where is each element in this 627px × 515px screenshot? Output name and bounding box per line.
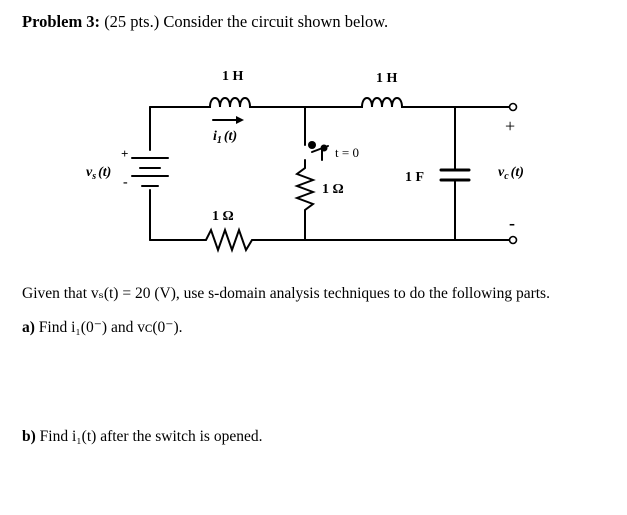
part-b-text: Find i₁(t) after the switch is opened. — [39, 428, 263, 445]
switch-contact-dot — [321, 145, 328, 152]
part-b — [22, 428, 262, 446]
resistor-switch-zigzag — [297, 160, 313, 240]
output-plus: + — [505, 116, 516, 136]
resistor-switch-label: 1 Ω — [322, 182, 344, 197]
part-a-text: Find i₁(0⁻) and vᴄ(0⁻). — [38, 319, 183, 336]
inductor-2-label: 1 H — [376, 71, 398, 86]
source-plus: + — [121, 146, 129, 161]
part-a — [22, 318, 182, 337]
source-label: $v_s$ (t) — [86, 165, 112, 182]
switch-label: t = 0 — [335, 145, 359, 160]
capacitor-label: 1 F — [405, 170, 425, 185]
inductor-2-coil — [358, 98, 410, 107]
current-arrow-head — [236, 116, 244, 124]
part-b-label: b) — [22, 428, 36, 445]
output-terminal-bottom — [510, 237, 517, 244]
resistor-bottom-zigzag — [200, 230, 260, 250]
source-minus: - — [123, 175, 128, 190]
switch-pivot-dot — [308, 141, 316, 149]
output-terminal-top — [510, 104, 517, 111]
inductor-1-coil — [207, 98, 258, 107]
output-label: $v_c$ (t) — [498, 165, 524, 182]
current-label: $i_1$ (t) — [213, 129, 238, 146]
problem-label: Problem 3: — [22, 12, 101, 31]
wire-top-left — [150, 107, 207, 120]
output-minus: - — [509, 213, 515, 233]
inductor-1-label: 1 H — [222, 69, 244, 84]
resistor-bottom-label: 1 Ω — [212, 209, 234, 224]
problem-points: (25 pts.) — [104, 12, 160, 31]
given-statement: Given that vₛ(t) = 20 (V), use s-domain analysis techniques to do the following parts. — [22, 285, 550, 302]
problem-prompt: Consider the circuit shown below. — [163, 12, 389, 31]
part-a-label: a) — [22, 319, 35, 336]
